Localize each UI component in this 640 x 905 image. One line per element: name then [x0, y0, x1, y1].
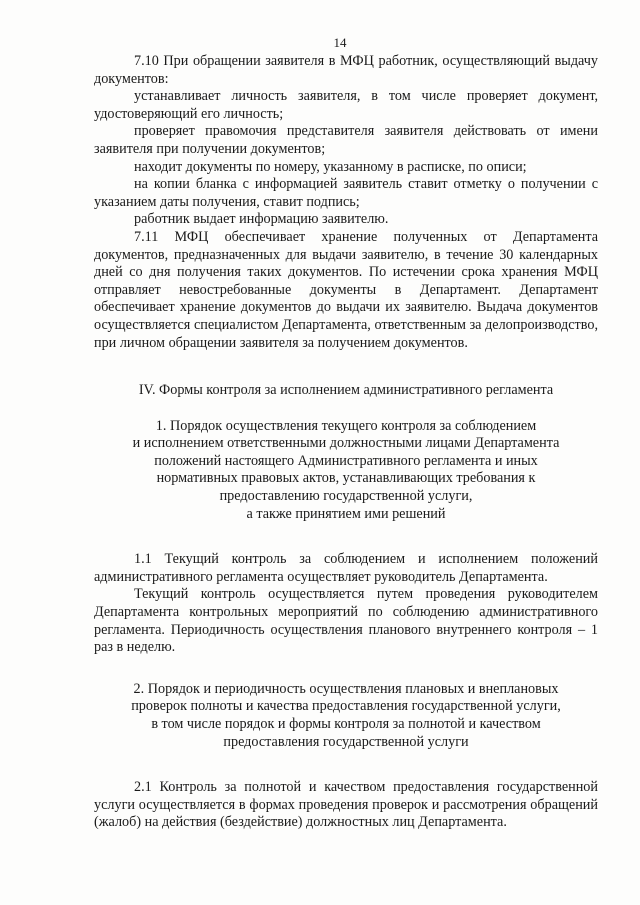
section-4-title: IV. Формы контроля за исполнением административного регламента — [138, 382, 554, 399]
subsection-1-title-line: и исполнением ответственными должностными лицами Департамента — [132, 435, 560, 452]
subsection-1-title-line: нормативных правовых актов, устанавливающих требования к — [156, 470, 536, 487]
subsection-1-title-line: 1. Порядок осуществления текущего контроля за соблюдением — [155, 417, 537, 434]
subsection-1-title-line: предоставлению государственной услуги, — [219, 488, 473, 505]
subsection-2-title-line: в том числе порядок и формы контроля за полнотой и качеством — [151, 716, 541, 732]
document-body — [94, 53, 598, 832]
paragraph-find-docs: находит документы по номеру, указанному в расписке, по описи; — [134, 158, 527, 175]
subsection-2-title-line: 2. Порядок и периодичность осуществления плановых и внеплановых — [133, 680, 559, 697]
paragraph-2-1: 2.1 Контроль за полнотой и качеством предоставления государственной услуги осуществляется в формах проведения проверок и рассмотрения обращений (жалоб) на действия (бездействие) должностных лиц Департамента. — [94, 779, 598, 831]
paragraph-signature: на копии бланка с информацией заявитель ставит отметку о получении с указанием даты получения, ставит подпись; — [94, 176, 598, 210]
paragraph-issue-info: работник выдает информацию заявителю. — [134, 211, 389, 228]
paragraph-7-10: 7.10 При обращении заявителя в МФЦ работник, осуществляющий выдачу документов: — [94, 53, 598, 87]
subsection-2-title-line: проверок полноты и качества предоставления государственной услуги, — [131, 698, 561, 715]
subsection-1-title-line: а также принятием ими решений — [246, 505, 446, 522]
paragraph-1-1: 1.1 Текущий контроль за соблюдением и исполнением положений административного регламента осуществляет руководитель Департамента. — [94, 551, 598, 585]
page-number: 14 — [333, 35, 347, 50]
paragraph-current-control: Текущий контроль осуществляется путем проведения руководителем Департамента контрольных мероприятий по соблюдению административного регламента. Периодичность осуществления планового внутреннего контроля – 1 раз в неделю. — [94, 586, 598, 656]
subsection-2-title — [94, 681, 598, 751]
paragraph-authority: проверяет правомочия представителя заявителя действовать от имени заявителя при получении документов; — [94, 123, 598, 157]
subsection-1-title-line: положений настоящего Административного регламента и иных — [154, 452, 538, 469]
paragraph-7-11: 7.11 МФЦ обеспечивает хранение полученных от Департамента документов, предназначенных для выдачи заявителю, в течение 30 календарных дней со дня получения таких документов. По истечении срока хранения МФЦ отправляет невостребованные документы в Департамент. Департамент обеспечивает хранение документов до выдачи их заявителю. Выдача документов осуществляется специалистом Департамента, ответственным за делопроизводство, при личном обращении заявителя за получением документов. — [94, 228, 598, 351]
subsection-2-title-line: предоставления государственной услуги — [223, 733, 469, 750]
paragraph-identity: устанавливает личность заявителя, в том числе проверяет документ, удостоверяющий его личность; — [94, 88, 598, 122]
subsection-1-title — [94, 418, 598, 524]
